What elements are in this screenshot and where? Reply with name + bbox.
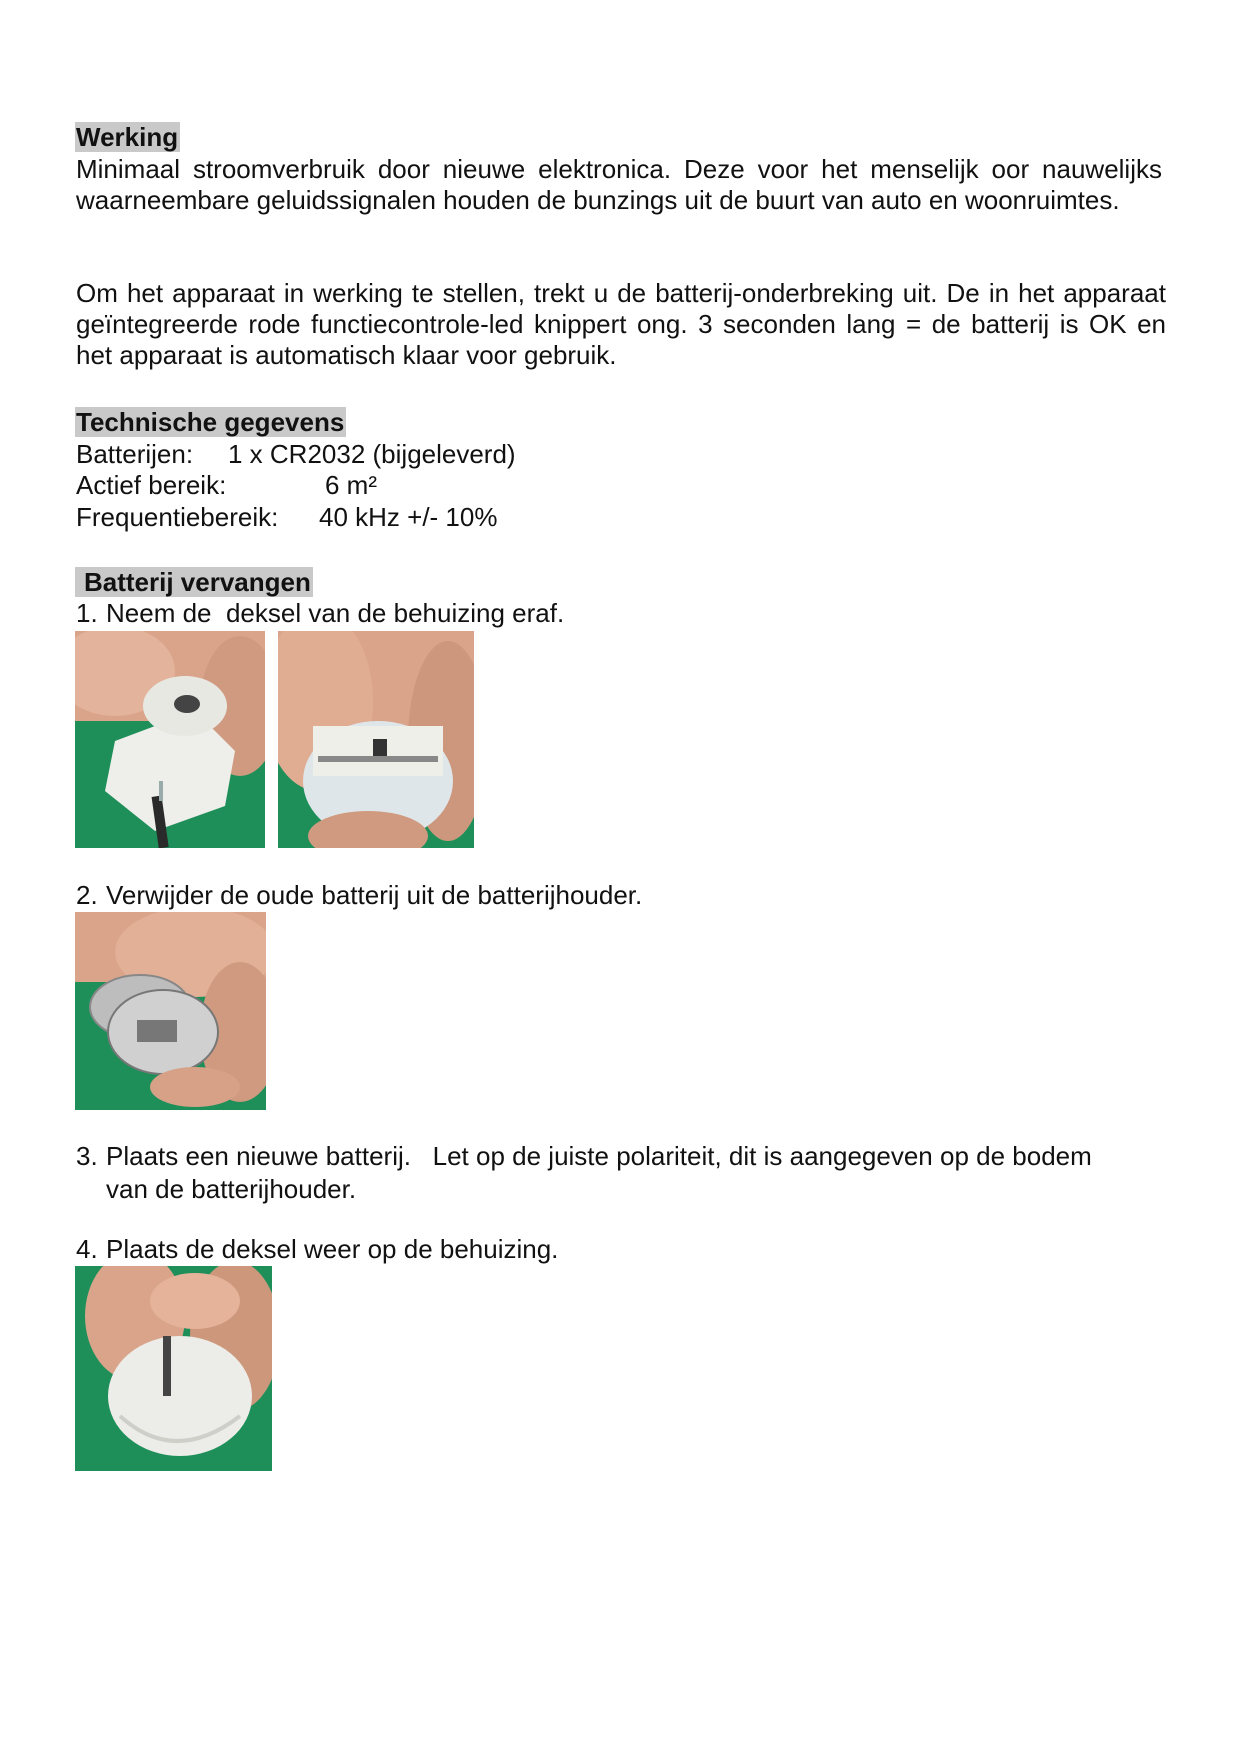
step-number: 4. — [76, 1234, 98, 1264]
step-text: Plaats een nieuwe batterij. Let op de juiste polariteit, dit is aangegeven op de bodem — [106, 1141, 1092, 1171]
spec-label: Frequentiebereik: — [76, 502, 279, 532]
step-number: 3. — [76, 1141, 98, 1171]
spec-value: 1 x CR2032 (bijgeleverd) — [228, 439, 516, 469]
step-text: Plaats de deksel weer op de behuizing. — [106, 1234, 559, 1264]
photo-replace-cover — [75, 1266, 272, 1471]
spec-label: Batterijen: — [76, 439, 194, 469]
section-heading-technische-gegevens: Technische gegevens — [76, 407, 345, 437]
step-number: 2. — [76, 880, 98, 910]
step-number: 1. — [76, 598, 98, 628]
spec-label: Actief bereik: — [76, 470, 227, 500]
photo-remove-battery — [75, 912, 266, 1110]
photo-cover-removed — [278, 631, 474, 848]
spec-value: 40 kHz +/- 10% — [319, 502, 498, 532]
section-heading-werking: Werking — [76, 122, 179, 152]
werking-paragraph-1: Minimaal stroomverbruik door nieuwe elektronica. Deze voor het menselijk oor nauwelijks waarneembare geluidssignalen houden de bunzings uit de buurt van auto en woonruimtes. — [76, 154, 1162, 215]
werking-paragraph-2: Om het apparaat in werking te stellen, trekt u de batterij-onderbreking uit. De in het apparaat geïntegreerde rode functiecontrole-led knippert ong. 3 seconden lang = de batterij is OK en het apparaat is automatisch klaar voor gebruik. — [76, 278, 1166, 370]
section-heading-batterij-vervangen: Batterij vervangen — [75, 566, 313, 598]
step-text: Neem de deksel van de behuizing eraf. — [106, 598, 565, 628]
step-text-continued: van de batterijhouder. — [106, 1174, 357, 1204]
step-text: Verwijder de oude batterij uit de batterijhouder. — [106, 880, 643, 910]
spec-value: 6 m² — [325, 470, 377, 500]
photo-open-cover-screwdriver — [75, 631, 265, 848]
